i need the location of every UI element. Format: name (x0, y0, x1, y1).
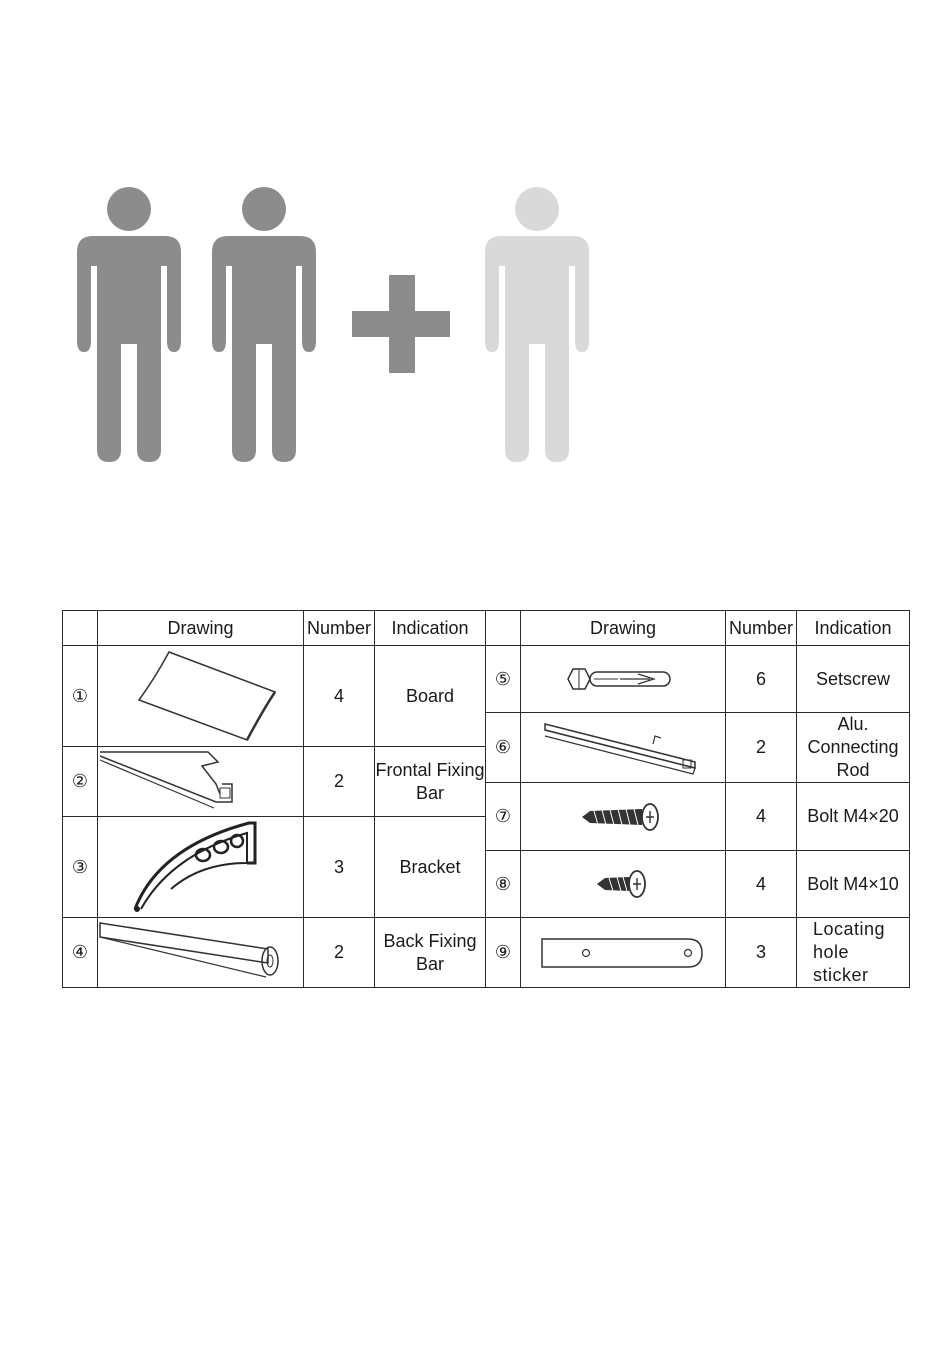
part-index: ⑨ (486, 918, 521, 988)
setscrew-drawing-icon (558, 659, 688, 699)
part-index: ⑧ (486, 851, 521, 918)
part-quantity: 2 (726, 713, 797, 783)
person-icon (77, 187, 181, 462)
part-drawing (521, 646, 726, 713)
part-indication: Back Fixing Bar (375, 918, 486, 988)
part-indication: Setscrew (797, 646, 910, 713)
part-index: ⑦ (486, 783, 521, 851)
part-index: ③ (63, 817, 98, 918)
bracket-drawing-icon (131, 819, 271, 915)
part-drawing (98, 817, 304, 918)
part-quantity: 4 (304, 646, 375, 747)
part-index: ④ (63, 918, 98, 988)
part-indication: Alu. Connecting Rod (797, 713, 910, 783)
part-quantity: 4 (726, 783, 797, 851)
locating-hole-sticker-drawing-icon (538, 933, 708, 973)
part-indication: Board (375, 646, 486, 747)
part-index: ① (63, 646, 98, 747)
part-drawing (521, 918, 726, 988)
person-icon (485, 187, 589, 462)
table-row (63, 918, 910, 988)
parts-list-table (62, 610, 910, 988)
part-quantity: 2 (304, 918, 375, 988)
part-indication: Locating hole sticker (797, 918, 910, 988)
part-drawing (98, 918, 304, 988)
board-drawing-icon (121, 648, 281, 744)
part-quantity: 4 (726, 851, 797, 918)
header-drawing: Drawing (98, 611, 304, 646)
part-indication: Bracket (375, 817, 486, 918)
part-drawing (98, 646, 304, 747)
header-blank (486, 611, 521, 646)
assembly-people-figure (0, 0, 950, 560)
part-indication: Bolt M4×10 (797, 851, 910, 918)
part-index: ⑤ (486, 646, 521, 713)
alu-connecting-rod-drawing-icon (543, 720, 703, 776)
part-quantity: 2 (304, 747, 375, 817)
part-indication: Frontal Fixing Bar (375, 747, 486, 817)
bolt-m4x10-drawing-icon (593, 866, 653, 902)
frontal-fixing-bar-drawing-icon (98, 750, 304, 814)
back-fixing-bar-drawing-icon (98, 921, 304, 985)
header-indication: Indication (375, 611, 486, 646)
header-number: Number (304, 611, 375, 646)
plus-icon (352, 275, 450, 373)
part-drawing (521, 713, 726, 783)
table-row (63, 646, 910, 713)
part-quantity: 3 (726, 918, 797, 988)
part-drawing (521, 851, 726, 918)
part-indication: Bolt M4×20 (797, 783, 910, 851)
part-drawing (98, 747, 304, 817)
header-indication: Indication (797, 611, 910, 646)
table-header-row (63, 611, 910, 646)
part-drawing (521, 783, 726, 851)
header-drawing: Drawing (521, 611, 726, 646)
header-blank (63, 611, 98, 646)
part-quantity: 3 (304, 817, 375, 918)
part-quantity: 6 (726, 646, 797, 713)
person-icon (212, 187, 316, 462)
part-index: ⑥ (486, 713, 521, 783)
part-index: ② (63, 747, 98, 817)
header-number: Number (726, 611, 797, 646)
bolt-m4x20-drawing-icon (578, 799, 668, 835)
